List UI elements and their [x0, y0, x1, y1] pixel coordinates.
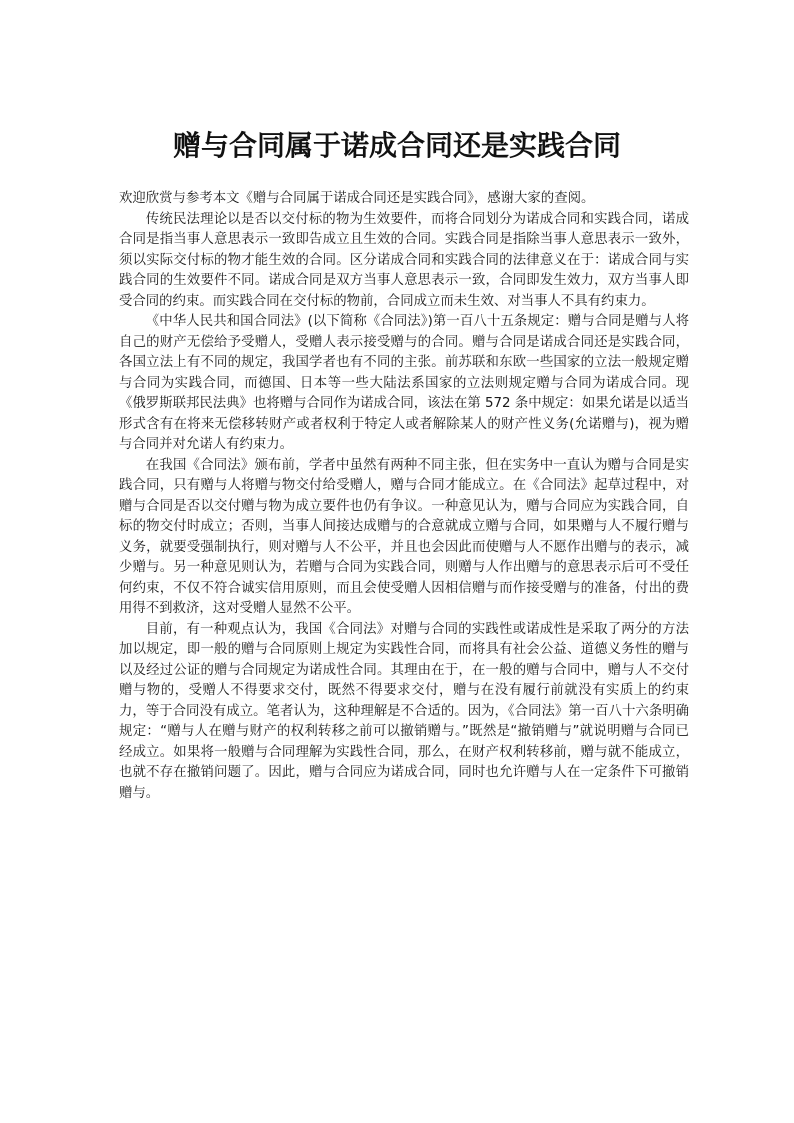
paragraph-author-view: 目前，有一种观点认为，我国《合同法》对赠与合同的实践性或诺成性是采取了两分的方法加以规定，即一般的赠与合同原则上规定为实践性合同，而将具有社会公益、道德义务性的赠与以及经过公证的赠与合同规定为诺成性合同。其理由在于，在一般的赠与合同中，赠与人不交付赠与物的，受赠人不得要求交付，既然不得要求交付，赠与在没有履行前就没有实质上的约束力，等于合同没有成立。笔者认为，这种理解是不合适的。因为，《合同法》第一百八十六条明确规定：“赠与人在赠与财产的权利转移之前可以撤销赠与。”既然是“撤销赠与”就说明赠与合同已经成立。如果将一般赠与合同理解为实践性合同，那么，在财产权利转移前，赠与就不能成立，也就不存在撤销问题了。因此，赠与合同应为诺成合同，同时也允许赠与人在一定条件下可撤销赠与。 [119, 621, 689, 801]
paragraph-contract-law-article: 《中华人民共和国合同法》(以下简称《合同法》)第一百八十五条规定：赠与合同是赠与人将自己的财产无偿给予受赠人，受赠人表示接受赠与的合同。赠与合同是诺成合同还是实践合同，各国立法上有不同的规定，我国学者也有不同的主张。前苏联和东欧一些国家的立法一般规定赠与合同为实践合同，而德国、日本等一些大陆法系国家的立法则规定赠与合同为诺成合同。现《俄罗斯联邦民法典》也将赠与合同作为诺成合同，该法在第 572 条中规定：如果允诺是以适当形式含有在将来无偿移转财产或者权利于特定人或者解除某人的财产性义务(允诺赠与)，视为赠与合同并对允诺人有约束力。 [119, 314, 689, 452]
intro-paragraph: 欢迎欣赏与参考本文《赠与合同属于诺成合同还是实践合同》，感谢大家的查阅。 [119, 191, 595, 206]
document-body [119, 189, 689, 804]
paragraph-definitions: 传统民法理论以是否以交付标的物为生效要件，而将合同划分为诺成合同和实践合同，诺成合同是指当事人意思表示一致即告成立且生效的合同。实践合同是指除当事人意思表示一致外，须以实际交付标的物才能生效的合同。区分诺成合同和实践合同的法律意义在于：诺成合同与实践合同的生效要件不同。诺成合同是双方当事人意思表示一致，合同即发生效力，双方当事人即受合同的约束。而实践合同在交付标的物前，合同成立而未生效、对当事人不具有约束力。 [119, 211, 689, 309]
paragraph-legislative-debate: 在我国《合同法》颁布前，学者中虽然有两种不同主张，但在实务中一直认为赠与合同是实践合同，只有赠与人将赠与物交付给受赠人，赠与合同才能成立。在《合同法》起草过程中，对赠与合同是否以交付赠与物为成立要件也仍有争议。一种意见认为，赠与合同应为实践合同，自标的物交付时成立；否则，当事人间接达成赠与的合意就成立赠与合同，如果赠与人不履行赠与义务，就要受强制执行，则对赠与人不公平，并且也会因此而使赠与人不愿作出赠与的表示，减少赠与。另一种意见则认为，若赠与合同为实践合同，则赠与人作出赠与的意思表示后可不受任何约束，不仅不符合诚实信用原则，而且会使受赠人因相信赠与而作接受赠与的准备，付出的费用得不到救济，这对受赠人显然不公平。 [119, 457, 689, 616]
document-title: 赠与合同属于诺成合同还是实践合同 [172, 129, 621, 162]
